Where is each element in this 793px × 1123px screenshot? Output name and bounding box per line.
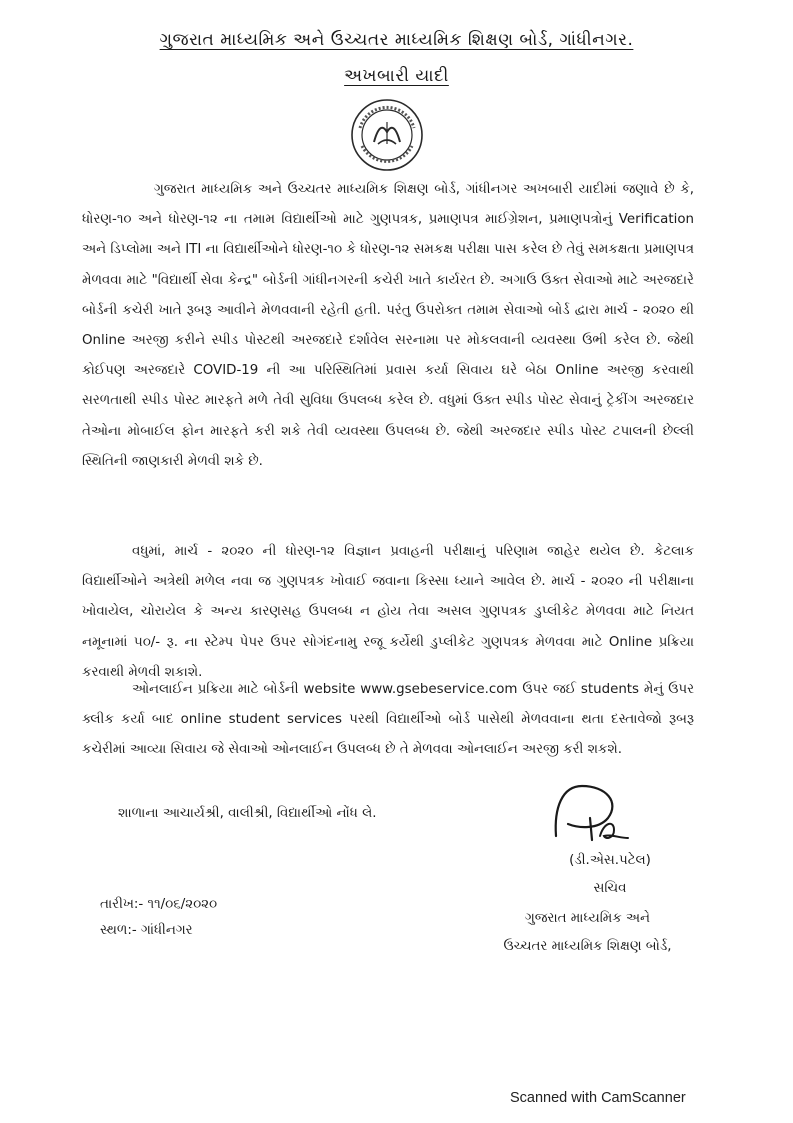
paragraph-services: ગુજરાત માધ્યમિક અને ઉચ્ચતર માધ્યમિક શિક્ષણ બોર્ડ, ગાંધીનગર અખબારી યાદીમાં જણાવે છે કે, ધોરણ-૧૦ અને ધોરણ-૧૨ ના તમામ વિદ્યાર્થીઓ માટે ગુણપત્રક, પ્રમાણપત્ર માઈગ્રેશન, પ્રમાણપત્રોનું Verification અને ડિપ્લોમા અને ITI ના વિદ્યાર્થીઓને ધોરણ-૧૦ કે ધોરણ-૧૨ સમકક્ષ પરીક્ષા પાસ કરેલ છે તેવું સમકક્ષતા પ્રમાણપત્ર મેળવવા માટે "વિદ્યાર્થી સેવા કેન્દ્ર" બોર્ડની ગાંધીનગરની કચેરી ખાતે કાર્યરત છે. અગાઉ ઉક્ત સેવાઓ માટે અરજદારે બોર્ડની કચેરી ખાતે રૂબરૂ આવીને મેળવવાની રહેતી હતી. પરંતુ ઉપરોક્ત તમામ સેવાઓ બોર્ડ દ્વારા માર્ચ - ૨૦૨૦ થી Online અરજી કરીને સ્પીડ પોસ્ટથી અરજદારે દર્શાવેલ સરનામા પર મોકલવાની વ્યવસ્થા ઉભી કરેલ છે. જેથી કોઈપણ અરજદારે COVID-19 ની આ પરિસ્થિતિમાં પ્રવાસ કર્યા સિવાય ઘરે બેઠા Online અરજી કરવાથી સરળતાથી સ્પીડ પોસ્ટ મારફતે મળે તેવી સુવિધા ઉપલબ્ધ કરેલ છે. વધુમાં ઉક્ત સ્પીડ પોસ્ટ સેવાનું ટ્રેકીંગ અરજદાર તેઓના મોબાઈલ ફોન મારફતે કરી શકે તેવી વ્યવસ્થા ઉપલબ્ધ છે. જેથી અરજદાર સ્પીડ પોસ્ટ ટપાલની છેલ્લી સ્થિતિની જાણકારી મેળવી શકે છે. <box>82 182 694 469</box>
board-title <box>0 30 793 50</box>
notice-type-text: અખબારી યાદી <box>344 66 449 86</box>
scanner-watermark: Scanned with CamScanner <box>510 1090 686 1106</box>
board-seal-icon <box>350 98 424 172</box>
signatory-org-line-1: ગુજરાત માધ્યમિક અને <box>524 911 651 926</box>
paragraph-notice-to: શાળાના આચાર્યશ્રી, વાલીશ્રી, વિદ્યાર્થીઓ નોંધ લે. <box>118 806 377 821</box>
paragraph-duplicate-marksheet: વધુમાં, માર્ચ - ૨૦૨૦ ની ધોરણ-૧૨ વિજ્ઞાન પ્રવાહની પરીક્ષાનું પરિણામ જાહેર થયેલ છે. કેટલાક વિદ્યાર્થીઓને અત્રેથી મળેલ નવા જ ગુણપત્રક ખોવાઈ જવાના કિસ્સા ધ્યાને આવેલ છે. માર્ચ - ૨૦૨૦ ની પરીક્ષાના ખોવાયેલ, ચોરાયેલ કે અન્ય કારણસહ ઉપલબ્ધ ન હોય તેવા અસલ ગુણપત્રક ડુપ્લીકેટ મેળવવા માટે નિયત નમૂનામાં ૫૦/- રૂ. ના સ્ટેમ્પ પેપર ઉપર સોગંદનામુ રજૂ કર્યેથી ડુપ્લીકેટ ગુણપત્રક મેળવવા માટે Online પ્રક્રિયા કરવાથી મેળવી શકાશે. <box>82 544 694 680</box>
paragraph-online-process: ઓનલાઈન પ્રક્રિયા માટે બોર્ડની website www.gsebeservice.com ઉપર જઈ students મેનું ઉપર ક્લીક કર્યા બાદ online student services પરથી વિદ્યાર્થીઓ બોર્ડ પાસેથી મેળવવાના થતા દસ્તાવેજો રૂબરૂ કચેરીમાં આવ્યા સિવાય જે સેવાઓ ઓનલાઈન ઉપલબ્ધ છે તે મેળવવા ઓનલાઈન અરજી કરી શકશે. <box>82 682 694 758</box>
signatory-org-line-2: ઉચ્ચતર માધ્યમિક શિક્ષણ બોર્ડ, <box>503 939 672 954</box>
signatory-name: (ડી.એસ.પટેલ) <box>569 853 651 868</box>
signature-icon <box>548 778 643 850</box>
notice-type-heading <box>0 66 793 86</box>
issue-date: તારીખ:- ૧૧/૦૬/૨૦૨૦ <box>100 897 218 912</box>
signatory-designation: સચિવ <box>593 881 627 896</box>
issue-place: સ્થળ:- ગાંધીનગર <box>100 923 193 938</box>
board-title-text: ગુજરાત માધ્યમિક અને ઉચ્ચતર માધ્યમિક શિક્ષણ બોર્ડ, ગાંધીનગર. <box>159 30 634 50</box>
